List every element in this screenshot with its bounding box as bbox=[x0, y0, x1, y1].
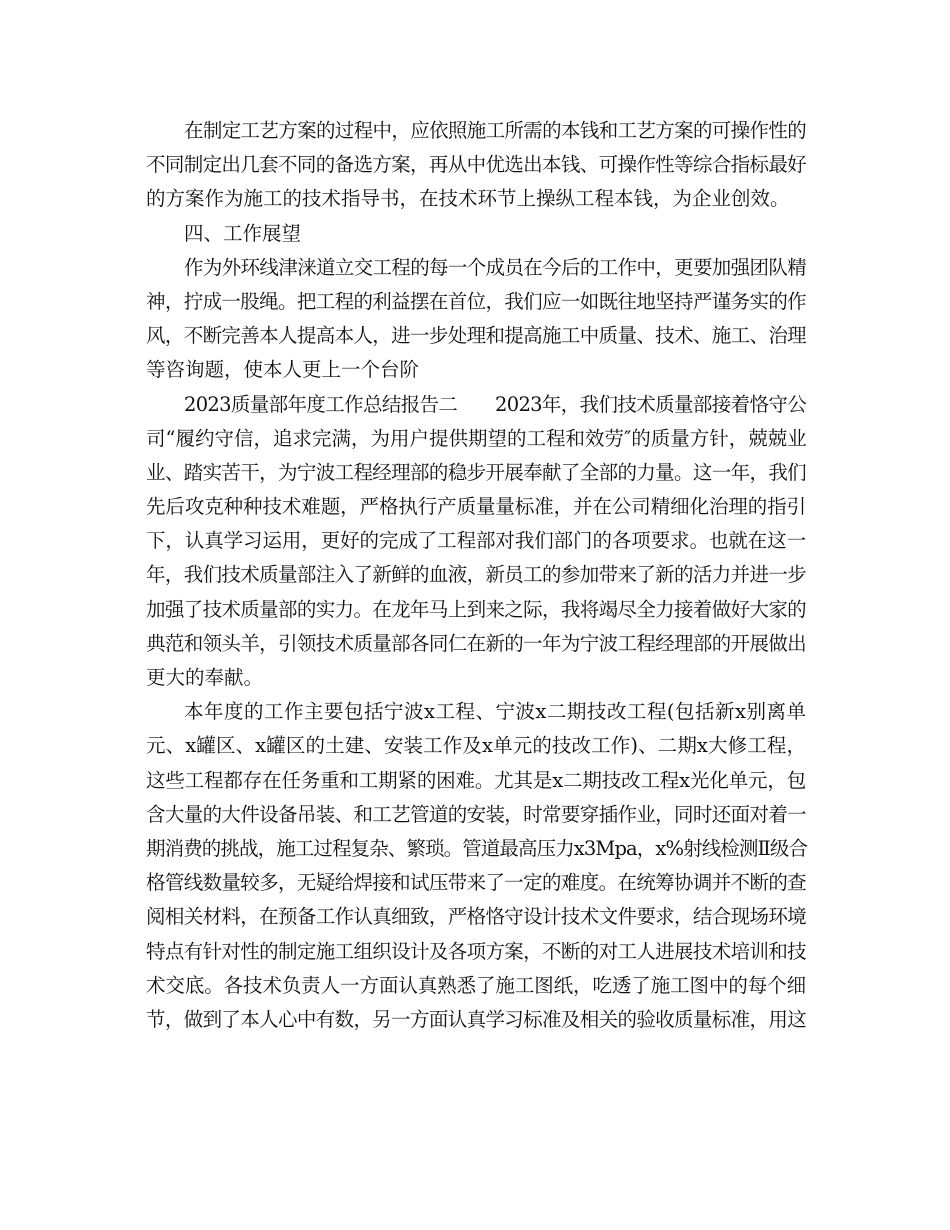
text-line: 等咨询题，使本人更上一个台阶 bbox=[146, 358, 420, 382]
text-line: 司“履约守信，追求完满，为用户提供期望的工程和效劳″的质量方针，兢兢业 bbox=[146, 426, 807, 450]
text-line: 术交底。各技术负责人一方面认真熟悉了施工图纸，吃透了施工图中的每个细 bbox=[146, 973, 806, 997]
text-line: 下，认真学习运用，更好的完成了工程部对我们部门的各项要求。也就在这一 bbox=[146, 529, 806, 553]
text-line: 四、工作展望 bbox=[184, 221, 302, 245]
text-line: 含大量的大件设备吊装、和工艺管道的安装，时常要穿插作业，同时还面对着一 bbox=[146, 802, 806, 826]
text-line: 在制定工艺方案的过程中，应依照施工所需的本钱和工艺方案的可操作性的 bbox=[184, 119, 806, 142]
text-line: 这些工程都存在任务重和工期紧的困难。尤其是x二期技改工程x光化单元，包 bbox=[146, 768, 806, 792]
text-line: 期消费的挑战，施工过程复杂、繁琐。管道最高压力x3Mpa，x%射线检测Ⅱ级合 bbox=[146, 836, 808, 860]
text-line: 特点有针对性的制定施工组织设计及各项方案，不断的对工人进展技术培训和技 bbox=[146, 939, 806, 963]
text-line: 神，拧成一股绳。把工程的利益摆在首位，我们应一如既往地坚持严谨务实的作 bbox=[146, 289, 806, 313]
text-line: 业、踏实苦干，为宁波工程经理部的稳步开展奉献了全部的力量。这一年，我们 bbox=[146, 460, 806, 484]
text-line: 更大的奉献。 bbox=[146, 666, 264, 689]
text-line: 作为外环线津涞道立交工程的每一个成员在今后的工作中，更要加强团队精 bbox=[184, 255, 806, 279]
text-line: 的方案作为施工的技术指导书，在技术环节上操纵工程本钱，为企业创效。 bbox=[146, 187, 790, 211]
text-line: 加强了技术质量部的实力。在龙年马上到来之际，我将竭尽全力接着做好大家的 bbox=[146, 597, 806, 621]
text-line: 格管线数量较多，无疑给焊接和试压带来了一定的难度。在统筹协调并不断的查 bbox=[146, 871, 806, 895]
document-body bbox=[146, 114, 806, 1037]
text-line: 不同制定出几套不同的备选方案，再从中优选出本钱、可操作性等综合指标最好 bbox=[146, 153, 806, 177]
text-line: 2023质量部年度工作总结报告二 2023年，我们技术质量部接着恪守公 bbox=[184, 392, 806, 416]
text-line: 年，我们技术质量部注入了新鲜的血液，新员工的参加带来了新的活力并进一步 bbox=[146, 563, 806, 587]
text-line: 节，做到了本人心中有数，另一方面认真学习标准及相关的验收质量标准，用这 bbox=[146, 1007, 806, 1031]
text-line: 元、x罐区、x罐区的土建、安装工作及x单元的技改工作)、二期x大修工程， bbox=[146, 734, 806, 758]
text-line: 本年度的工作主要包括宁波x工程、宁波x二期技改工程(包括新x别离单 bbox=[184, 700, 806, 724]
text-line: 风，不断完善本人提高本人，进一步处理和提高施工中质量、技术、施工、治理 bbox=[146, 324, 806, 348]
text-line: 典范和领头羊，引领技术质量部各同仁在新的一年为宁波工程经理部的开展做出 bbox=[146, 631, 806, 655]
text-line: 阅相关材料，在预备工作认真细致，严格恪守设计技术文件要求，结合现场环境 bbox=[146, 905, 806, 929]
text-line: 先后攻克种种技术难题，严格执行产质量量标准，并在公司精细化治理的指引 bbox=[146, 495, 806, 519]
